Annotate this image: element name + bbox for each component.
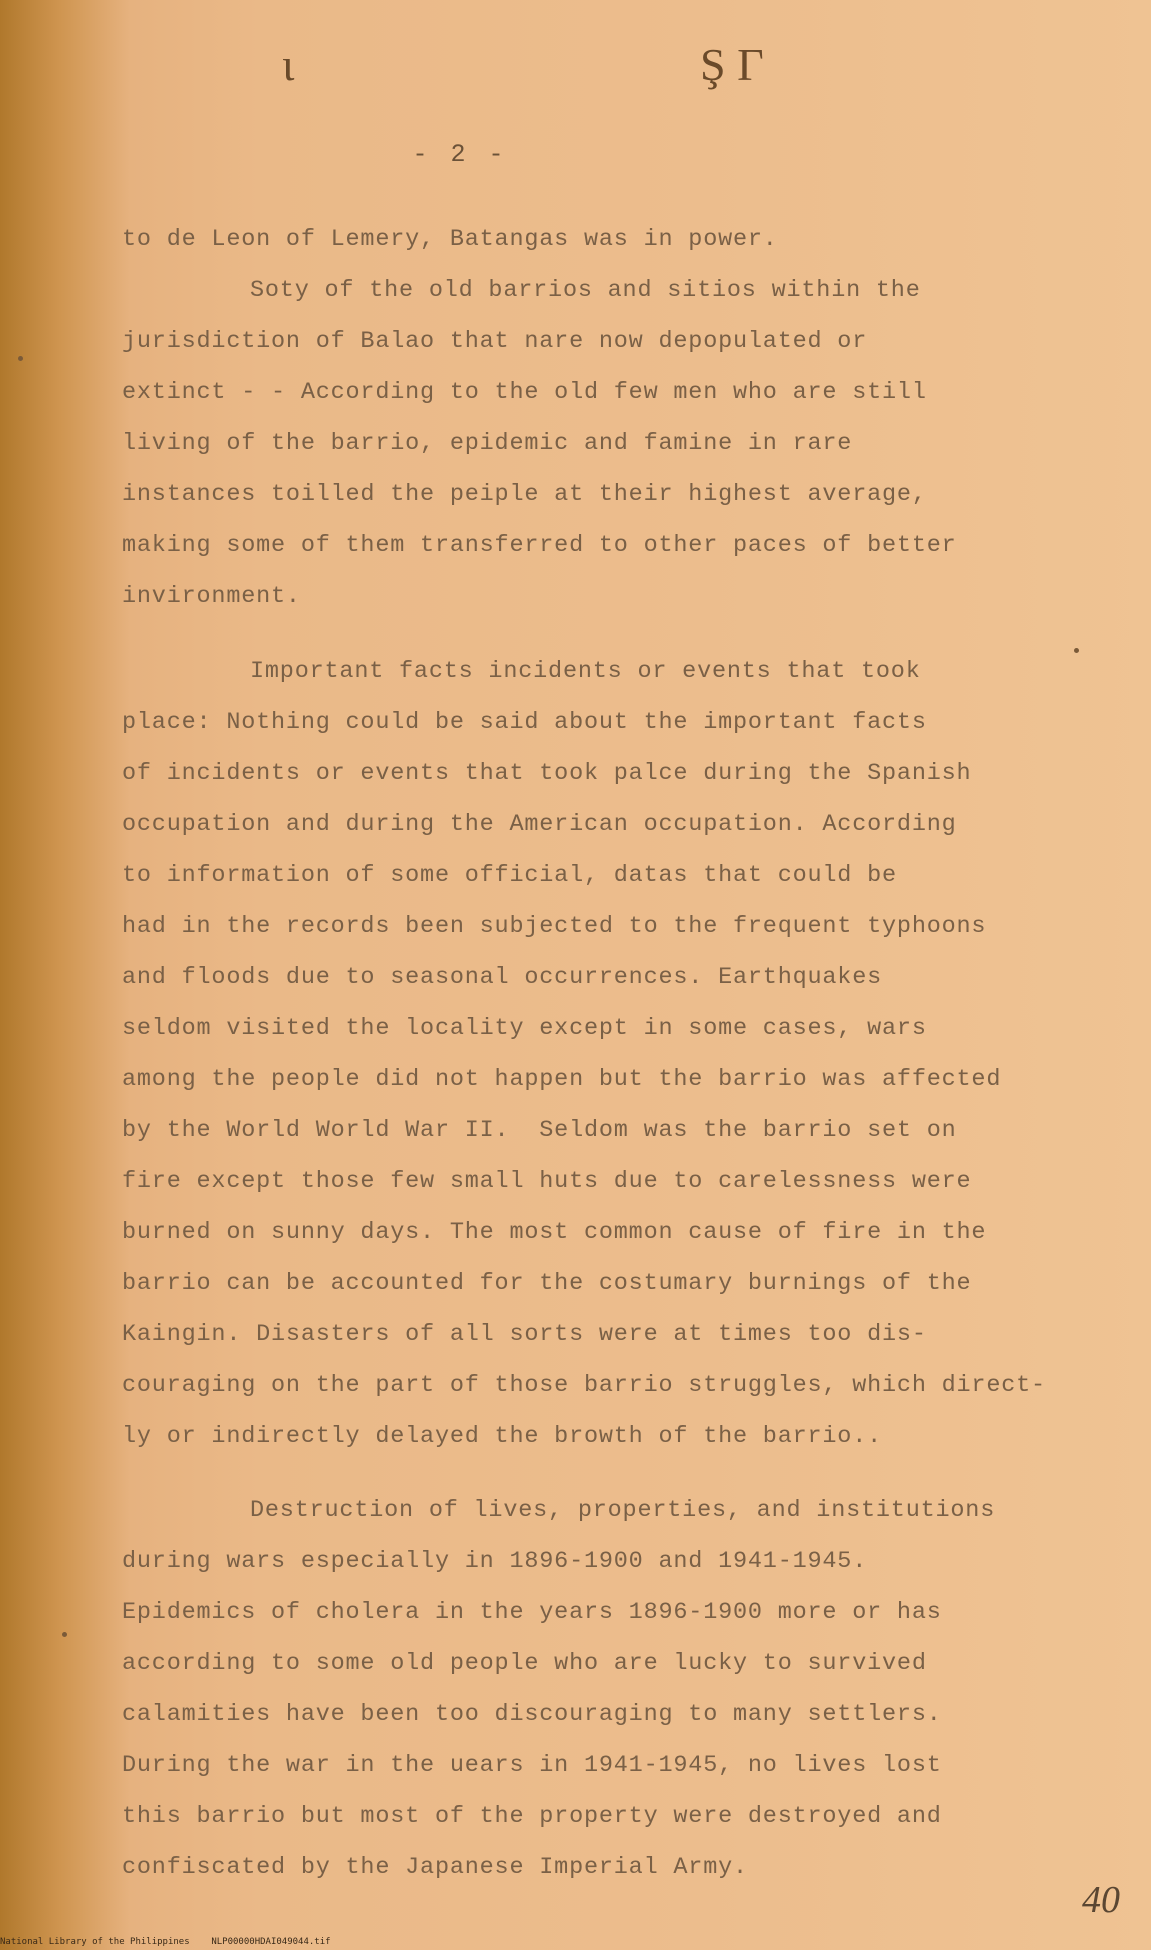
page-number: - 2 - <box>412 140 508 169</box>
text-line: Kaingin. Disasters of all sorts were at times too dis- <box>122 1321 927 1348</box>
text-line: Soty of the old barrios and sitios within the <box>250 277 921 304</box>
scan-footer <box>0 1934 1151 1950</box>
text-line: this barrio but most of the property were destroyed and <box>122 1803 942 1830</box>
text-line: jurisdiction of Balao that nare now depopulated or <box>122 328 868 355</box>
text-line: had in the records been subjected to the frequent typhoons <box>122 913 987 940</box>
paper-speck <box>1074 648 1079 653</box>
text-line: ly or indirectly delayed the browth of the barrio.. <box>122 1423 883 1450</box>
text-line: among the people did not happen but the barrio was affected <box>122 1066 1002 1093</box>
text-line: living of the barrio, epidemic and famine in rare <box>122 430 853 457</box>
paper-speck <box>62 1632 67 1637</box>
text-line: During the war in the uears in 1941-1945, no lives lost <box>122 1752 942 1779</box>
text-line: according to some old people who are lucky to survived <box>122 1650 927 1677</box>
text-line: occupation and during the American occupation. According <box>122 811 957 838</box>
text-line: making some of them transferred to other paces of better <box>122 532 957 559</box>
folio-number: 40 <box>1082 1879 1120 1921</box>
text-line: Destruction of lives, properties, and institutions <box>250 1497 996 1524</box>
text-line: Important facts incidents or events that took <box>250 658 921 685</box>
text-line: calamities have been too discouraging to many settlers. <box>122 1701 942 1728</box>
handwritten-mark-left: ι <box>282 39 295 90</box>
text-line: and floods due to seasonal occurrences. Earthquakes <box>122 964 883 991</box>
handwritten-mark-right: Ş Γ <box>700 39 764 90</box>
text-line: of incidents or events that took palce during the Spanish <box>122 760 972 787</box>
text-line: fire except those few small huts due to carelessness were <box>122 1168 972 1195</box>
text-line: Epidemics of cholera in the years 1896-1900 more or has <box>122 1599 942 1626</box>
document-body <box>122 214 1092 1893</box>
footer-file-id: NLP00000HDAI049044.tif <box>211 1937 331 1947</box>
text-line: instances toilled the peiple at their highest average, <box>122 481 927 508</box>
text-line: couraging on the part of those barrio struggles, which direct- <box>122 1372 1046 1399</box>
text-line: to information of some official, datas that could be <box>122 862 897 889</box>
text-line: confiscated by the Japanese Imperial Army. <box>122 1854 748 1881</box>
paper-speck <box>18 356 23 361</box>
text-line: seldom visited the locality except in some cases, wars <box>122 1015 927 1042</box>
text-line: place: Nothing could be said about the important facts <box>122 709 927 736</box>
text-line: to de Leon of Lemery, Batangas was in power. <box>122 226 778 253</box>
text-line: barrio can be accounted for the costumary burnings of the <box>122 1270 972 1297</box>
text-line: invironment. <box>122 583 301 610</box>
text-line: burned on sunny days. The most common cause of fire in the <box>122 1219 987 1246</box>
text-line: during wars especially in 1896-1900 and 1941-1945. <box>122 1548 868 1575</box>
text-line: by the World World War II. Seldom was the barrio set on <box>122 1117 957 1144</box>
footer-institution: National Library of the Philippines <box>0 1937 190 1947</box>
text-line: extinct - - According to the old few men who are still <box>122 379 927 406</box>
